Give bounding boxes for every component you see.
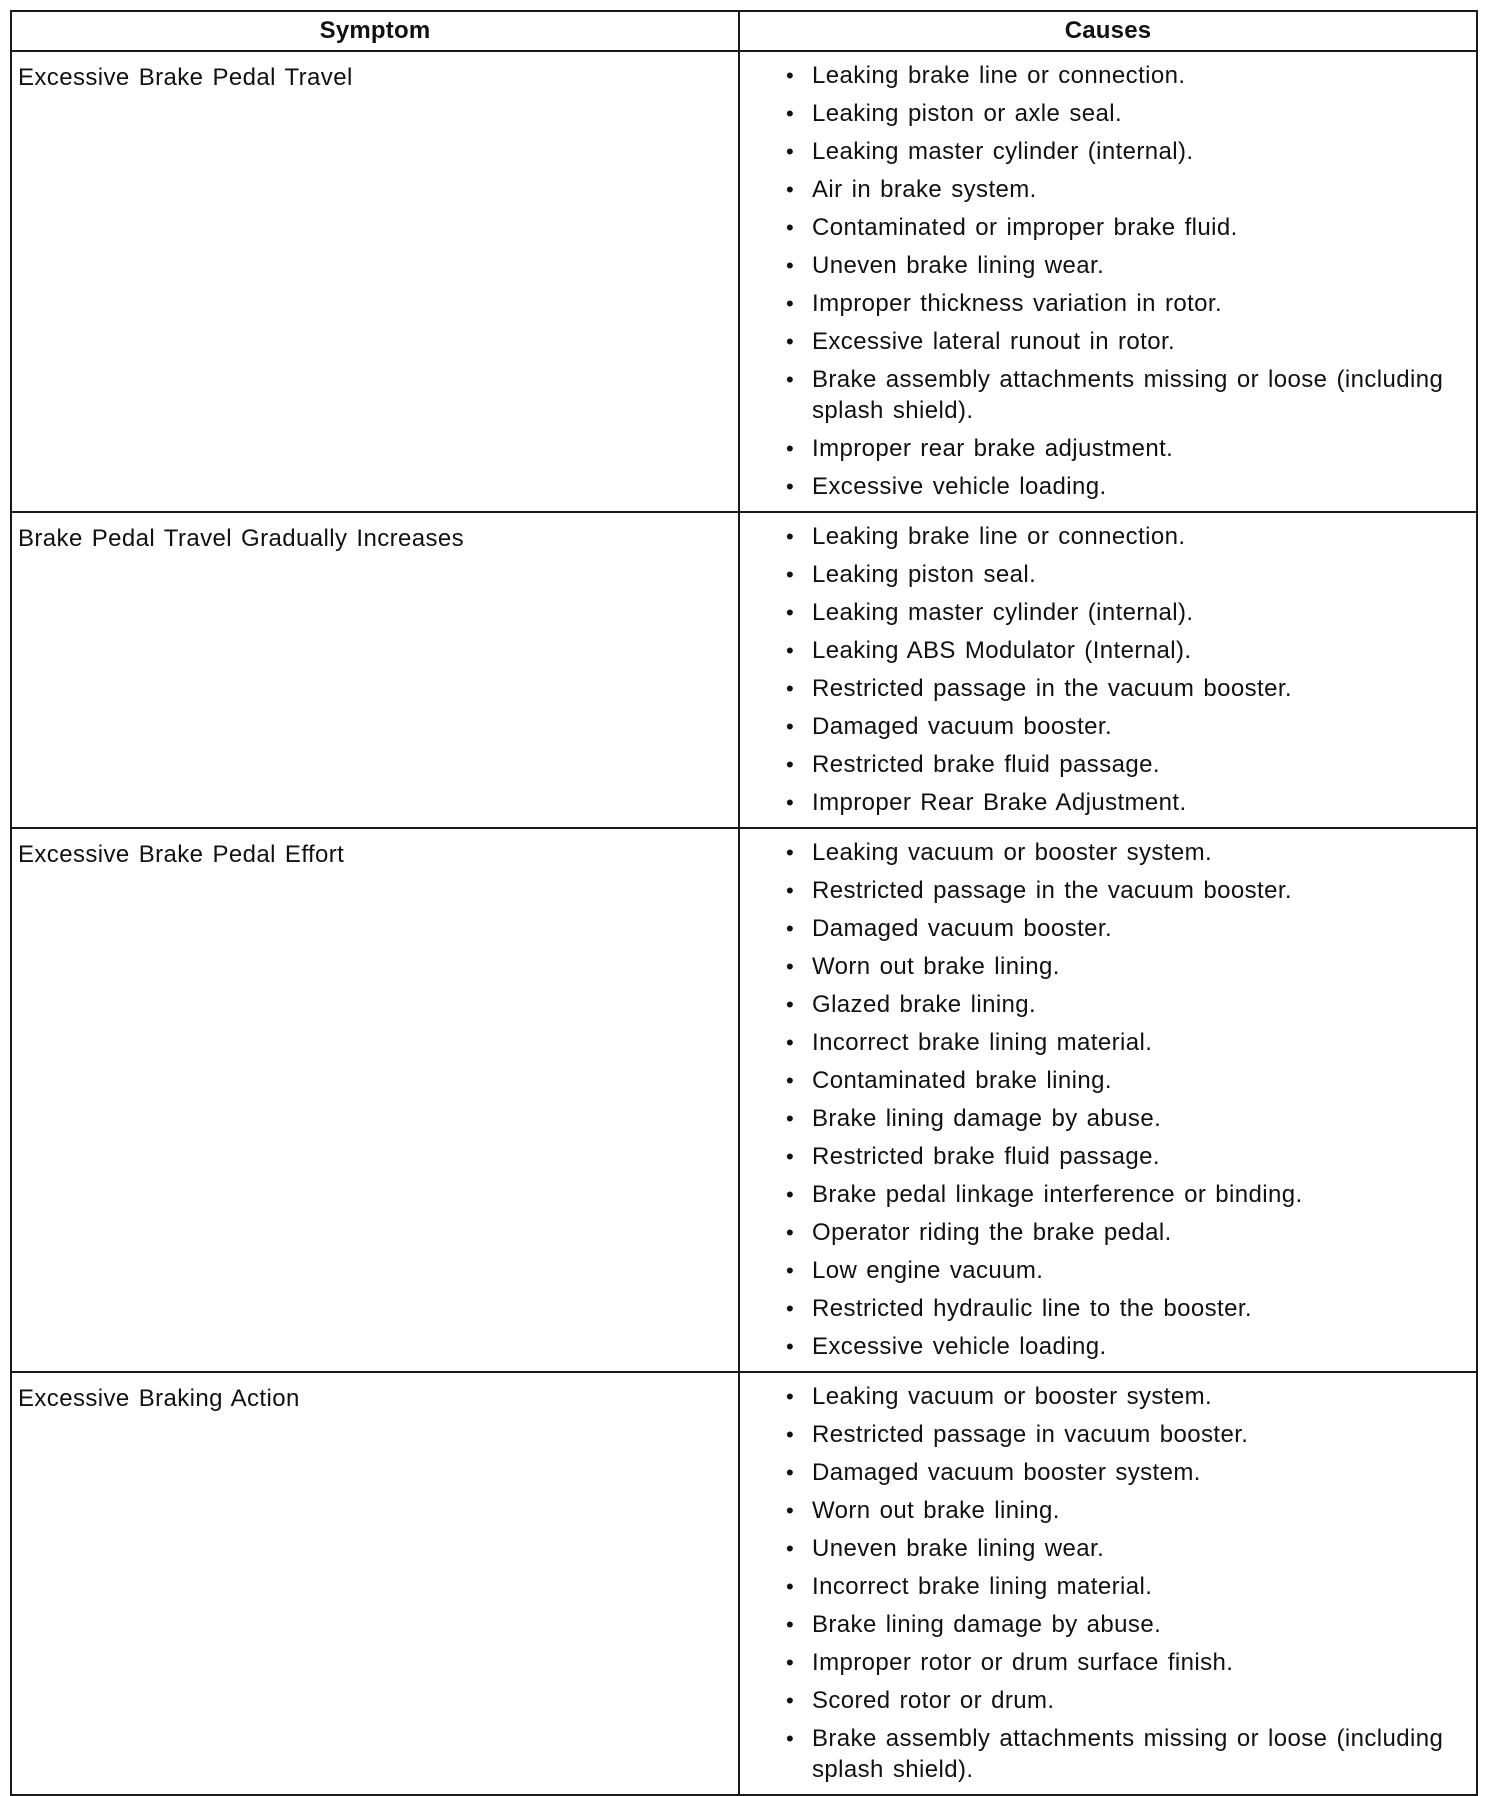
cause-text: Incorrect brake lining material. bbox=[812, 1029, 1153, 1056]
cause-item bbox=[784, 951, 1466, 982]
cause-text: Restricted passage in the vacuum booster. bbox=[812, 877, 1292, 904]
cause-text: Restricted brake fluid passage. bbox=[812, 1143, 1160, 1170]
causes-list bbox=[740, 829, 1476, 1371]
cause-text: Worn out brake lining. bbox=[812, 1497, 1060, 1524]
cause-item bbox=[784, 174, 1466, 205]
bullet-icon: • bbox=[785, 1650, 795, 1675]
bullet-icon: • bbox=[785, 1068, 795, 1093]
cause-item bbox=[784, 98, 1466, 129]
cause-item bbox=[784, 1609, 1466, 1640]
symptom-causes-table bbox=[10, 10, 1478, 1796]
bullet-icon: • bbox=[785, 177, 795, 202]
bullet-icon: • bbox=[785, 1334, 795, 1359]
bullet-icon: • bbox=[785, 638, 795, 663]
bullet-icon: • bbox=[785, 367, 795, 392]
header-symptom: Symptom bbox=[11, 11, 739, 51]
table-body bbox=[11, 51, 1477, 1795]
symptom-cell: Excessive Brake Pedal Travel bbox=[11, 51, 739, 512]
cause-text: Leaking brake line or connection. bbox=[812, 62, 1186, 89]
bullet-icon: • bbox=[785, 840, 795, 865]
bullet-icon: • bbox=[785, 1258, 795, 1283]
bullet-icon: • bbox=[785, 474, 795, 499]
header-causes: Causes bbox=[739, 11, 1477, 51]
cause-text: Excessive vehicle loading. bbox=[812, 473, 1107, 500]
cause-item bbox=[784, 559, 1466, 590]
cause-item bbox=[784, 1255, 1466, 1286]
table-row bbox=[11, 828, 1477, 1372]
cause-item bbox=[784, 989, 1466, 1020]
bullet-icon: • bbox=[785, 436, 795, 461]
cause-item bbox=[784, 749, 1466, 780]
cause-text: Operator riding the brake pedal. bbox=[812, 1219, 1172, 1246]
cause-text: Restricted passage in the vacuum booster. bbox=[812, 675, 1292, 702]
cause-text: Leaking vacuum or booster system. bbox=[812, 839, 1213, 866]
cause-item bbox=[784, 60, 1466, 91]
cause-text: Leaking piston or axle seal. bbox=[812, 100, 1123, 127]
cause-item bbox=[784, 136, 1466, 167]
bullet-icon: • bbox=[785, 790, 795, 815]
cause-item bbox=[784, 1103, 1466, 1134]
cause-item bbox=[784, 597, 1466, 628]
cause-text: Brake assembly attachments missing or loose (including splash shield). bbox=[812, 1725, 1444, 1783]
cause-text: Uneven brake lining wear. bbox=[812, 1535, 1105, 1562]
bullet-icon: • bbox=[785, 1422, 795, 1447]
cause-text: Contaminated brake lining. bbox=[812, 1067, 1112, 1094]
cause-text: Restricted passage in vacuum booster. bbox=[812, 1421, 1249, 1448]
causes-list bbox=[740, 513, 1476, 827]
cause-text: Excessive lateral runout in rotor. bbox=[812, 328, 1176, 355]
bullet-icon: • bbox=[785, 1220, 795, 1245]
cause-item bbox=[784, 875, 1466, 906]
bullet-icon: • bbox=[785, 1726, 795, 1751]
bullet-icon: • bbox=[785, 1384, 795, 1409]
cause-text: Damaged vacuum booster system. bbox=[812, 1459, 1201, 1486]
bullet-icon: • bbox=[785, 139, 795, 164]
cause-item bbox=[784, 913, 1466, 944]
bullet-icon: • bbox=[785, 329, 795, 354]
cause-text: Brake lining damage by abuse. bbox=[812, 1105, 1162, 1132]
bullet-icon: • bbox=[785, 878, 795, 903]
header-row bbox=[11, 11, 1477, 51]
cause-item bbox=[784, 1217, 1466, 1248]
bullet-icon: • bbox=[785, 752, 795, 777]
cause-item bbox=[784, 1723, 1466, 1785]
bullet-icon: • bbox=[785, 1296, 795, 1321]
cause-text: Leaking piston seal. bbox=[812, 561, 1037, 588]
causes-cell bbox=[739, 1372, 1477, 1795]
cause-text: Leaking vacuum or booster system. bbox=[812, 1383, 1213, 1410]
bullet-icon: • bbox=[785, 1182, 795, 1207]
cause-item bbox=[784, 288, 1466, 319]
cause-item bbox=[784, 1141, 1466, 1172]
bullet-icon: • bbox=[785, 101, 795, 126]
bullet-icon: • bbox=[785, 1144, 795, 1169]
cause-item bbox=[784, 433, 1466, 464]
cause-item bbox=[784, 521, 1466, 552]
bullet-icon: • bbox=[785, 916, 795, 941]
cause-text: Air in brake system. bbox=[812, 176, 1037, 203]
bullet-icon: • bbox=[785, 562, 795, 587]
cause-item bbox=[784, 1293, 1466, 1324]
cause-item bbox=[784, 1027, 1466, 1058]
cause-text: Restricted brake fluid passage. bbox=[812, 751, 1160, 778]
cause-item bbox=[784, 1331, 1466, 1362]
cause-item bbox=[784, 471, 1466, 502]
cause-text: Worn out brake lining. bbox=[812, 953, 1060, 980]
cause-text: Damaged vacuum booster. bbox=[812, 915, 1113, 942]
cause-item bbox=[784, 1419, 1466, 1450]
bullet-icon: • bbox=[785, 992, 795, 1017]
cause-text: Restricted hydraulic line to the booster. bbox=[812, 1295, 1252, 1322]
cause-item bbox=[784, 673, 1466, 704]
cause-text: Improper rear brake adjustment. bbox=[812, 435, 1174, 462]
symptom-cell: Excessive Braking Action bbox=[11, 1372, 739, 1795]
cause-text: Leaking master cylinder (internal). bbox=[812, 599, 1194, 626]
bullet-icon: • bbox=[785, 1574, 795, 1599]
cause-item bbox=[784, 364, 1466, 426]
table-row bbox=[11, 1372, 1477, 1795]
cause-text: Brake pedal linkage interference or binding. bbox=[812, 1181, 1303, 1208]
bullet-icon: • bbox=[785, 954, 795, 979]
cause-text: Improper thickness variation in rotor. bbox=[812, 290, 1223, 317]
cause-text: Contaminated or improper brake fluid. bbox=[812, 214, 1238, 241]
table-row bbox=[11, 512, 1477, 828]
causes-cell bbox=[739, 51, 1477, 512]
cause-item bbox=[784, 1533, 1466, 1564]
cause-text: Uneven brake lining wear. bbox=[812, 252, 1105, 279]
cause-item bbox=[784, 1495, 1466, 1526]
symptom-cell: Brake Pedal Travel Gradually Increases bbox=[11, 512, 739, 828]
causes-list bbox=[740, 52, 1476, 511]
cause-item bbox=[784, 326, 1466, 357]
cause-item bbox=[784, 787, 1466, 818]
causes-cell bbox=[739, 828, 1477, 1372]
cause-item bbox=[784, 635, 1466, 666]
bullet-icon: • bbox=[785, 63, 795, 88]
bullet-icon: • bbox=[785, 1498, 795, 1523]
bullet-icon: • bbox=[785, 215, 795, 240]
table-row bbox=[11, 51, 1477, 512]
cause-item bbox=[784, 1381, 1466, 1412]
bullet-icon: • bbox=[785, 1536, 795, 1561]
cause-text: Damaged vacuum booster. bbox=[812, 713, 1113, 740]
symptom-cell: Excessive Brake Pedal Effort bbox=[11, 828, 739, 1372]
cause-item bbox=[784, 1685, 1466, 1716]
causes-cell bbox=[739, 512, 1477, 828]
cause-text: Incorrect brake lining material. bbox=[812, 1573, 1153, 1600]
cause-item bbox=[784, 1065, 1466, 1096]
cause-text: Scored rotor or drum. bbox=[812, 1687, 1055, 1714]
cause-text: Brake lining damage by abuse. bbox=[812, 1611, 1162, 1638]
causes-list bbox=[740, 1373, 1476, 1794]
cause-text: Leaking brake line or connection. bbox=[812, 523, 1186, 550]
bullet-icon: • bbox=[785, 291, 795, 316]
cause-text: Leaking master cylinder (internal). bbox=[812, 138, 1194, 165]
bullet-icon: • bbox=[785, 714, 795, 739]
cause-text: Excessive vehicle loading. bbox=[812, 1333, 1107, 1360]
cause-item bbox=[784, 1179, 1466, 1210]
cause-item bbox=[784, 1457, 1466, 1488]
bullet-icon: • bbox=[785, 524, 795, 549]
bullet-icon: • bbox=[785, 676, 795, 701]
bullet-icon: • bbox=[785, 1030, 795, 1055]
cause-item bbox=[784, 711, 1466, 742]
cause-text: Brake assembly attachments missing or loose (including splash shield). bbox=[812, 366, 1444, 424]
bullet-icon: • bbox=[785, 1106, 795, 1131]
bullet-icon: • bbox=[785, 1612, 795, 1637]
bullet-icon: • bbox=[785, 253, 795, 278]
cause-item bbox=[784, 1571, 1466, 1602]
cause-item bbox=[784, 250, 1466, 281]
bullet-icon: • bbox=[785, 600, 795, 625]
bullet-icon: • bbox=[785, 1688, 795, 1713]
cause-text: Improper Rear Brake Adjustment. bbox=[812, 789, 1187, 816]
table-header bbox=[11, 11, 1477, 51]
cause-item bbox=[784, 1647, 1466, 1678]
cause-text: Improper rotor or drum surface finish. bbox=[812, 1649, 1234, 1676]
cause-text: Glazed brake lining. bbox=[812, 991, 1037, 1018]
cause-text: Leaking ABS Modulator (Internal). bbox=[812, 637, 1192, 664]
cause-item bbox=[784, 837, 1466, 868]
bullet-icon: • bbox=[785, 1460, 795, 1485]
cause-item bbox=[784, 212, 1466, 243]
cause-text: Low engine vacuum. bbox=[812, 1257, 1044, 1284]
